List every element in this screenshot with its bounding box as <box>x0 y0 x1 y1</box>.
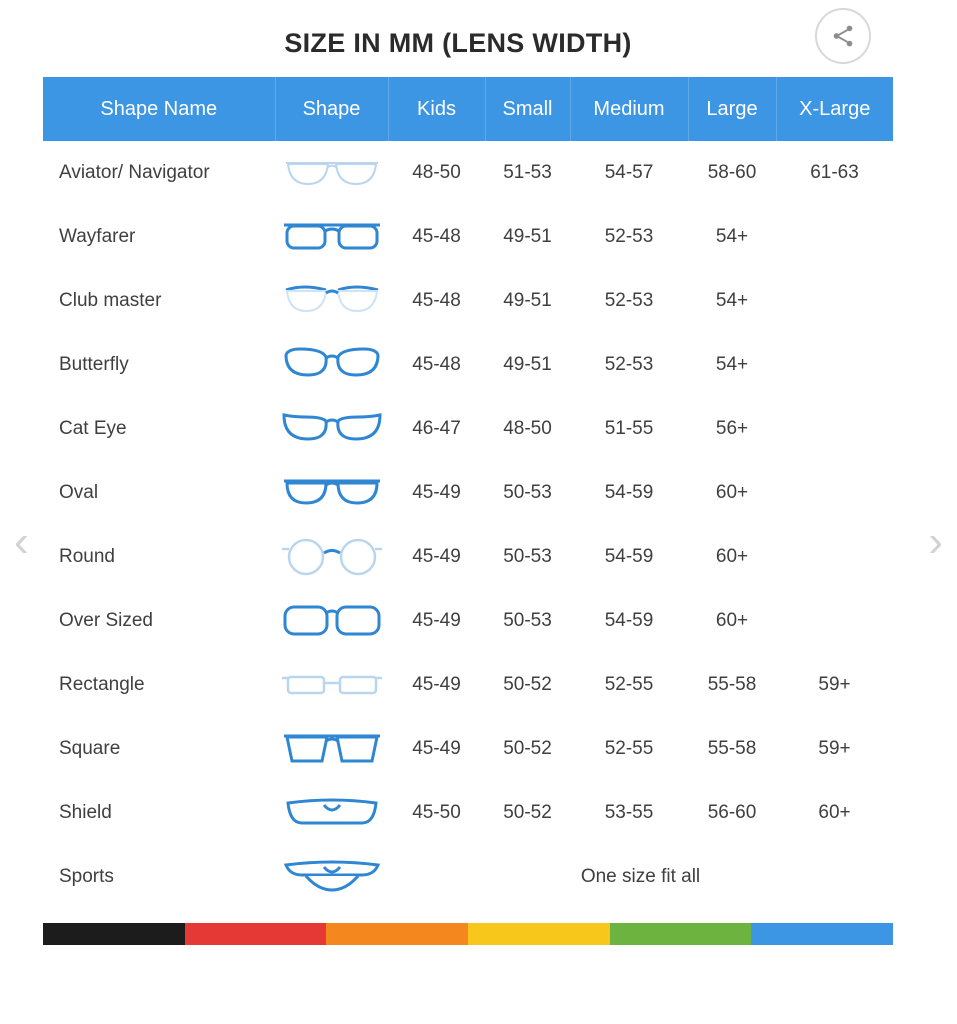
size-medium: 54-59 <box>570 525 688 589</box>
size-small: 49-51 <box>485 333 570 397</box>
size-kids: 45-49 <box>388 717 485 781</box>
share-button[interactable] <box>815 8 871 64</box>
shape-name: Square <box>43 717 275 781</box>
shape-name: Over Sized <box>43 589 275 653</box>
table-row <box>43 589 893 653</box>
size-xlarge <box>776 525 893 589</box>
shape-icon-sports <box>275 845 388 909</box>
size-kids: 46-47 <box>388 397 485 461</box>
size-medium: 52-53 <box>570 205 688 269</box>
size-kids: 45-49 <box>388 525 485 589</box>
size-medium: 54-59 <box>570 461 688 525</box>
shape-name: Butterfly <box>43 333 275 397</box>
size-kids: 45-48 <box>388 205 485 269</box>
size-small: 50-53 <box>485 525 570 589</box>
shape-icon-butterfly <box>275 333 388 397</box>
shape-name: Cat Eye <box>43 397 275 461</box>
table-row <box>43 269 893 333</box>
table-row <box>43 141 893 205</box>
color-swatch-green <box>610 923 752 945</box>
size-large: 56-60 <box>688 781 776 845</box>
share-icon <box>830 23 856 49</box>
shape-icon-rectangle <box>275 653 388 717</box>
size-medium: 53-55 <box>570 781 688 845</box>
size-large: 55-58 <box>688 653 776 717</box>
size-medium: 52-53 <box>570 269 688 333</box>
page-title: SIZE IN MM (LENS WIDTH) <box>284 28 632 58</box>
size-small: 50-53 <box>485 461 570 525</box>
size-chart-table <box>43 77 893 909</box>
table-row <box>43 525 893 589</box>
table-row <box>43 781 893 845</box>
shape-icon-oversized <box>275 589 388 653</box>
table-header <box>43 77 893 141</box>
color-swatch-blue <box>751 923 893 945</box>
size-xlarge: 59+ <box>776 717 893 781</box>
size-kids: 48-50 <box>388 141 485 205</box>
table-row <box>43 461 893 525</box>
table-row <box>43 397 893 461</box>
shape-name: Shield <box>43 781 275 845</box>
size-xlarge <box>776 589 893 653</box>
one-size-text: One size fit all <box>388 845 893 909</box>
size-large: 54+ <box>688 205 776 269</box>
size-xlarge <box>776 269 893 333</box>
shape-name: Rectangle <box>43 653 275 717</box>
size-large: 54+ <box>688 269 776 333</box>
size-xlarge <box>776 205 893 269</box>
size-small: 50-52 <box>485 653 570 717</box>
column-header-small: Small <box>485 77 570 141</box>
shape-icon-wayfarer <box>275 205 388 269</box>
size-small: 49-51 <box>485 205 570 269</box>
size-medium: 54-59 <box>570 589 688 653</box>
next-arrow[interactable]: › <box>928 517 943 566</box>
size-large: 60+ <box>688 525 776 589</box>
size-large: 60+ <box>688 461 776 525</box>
shape-name: Club master <box>43 269 275 333</box>
size-large: 60+ <box>688 589 776 653</box>
shape-name: Sports <box>43 845 275 909</box>
size-small: 51-53 <box>485 141 570 205</box>
column-header-shape-name: Shape Name <box>43 77 275 141</box>
prev-arrow[interactable]: ‹ <box>14 517 29 566</box>
table-row <box>43 653 893 717</box>
table-row <box>43 845 893 909</box>
size-xlarge: 61-63 <box>776 141 893 205</box>
column-header-large: Large <box>688 77 776 141</box>
size-large: 56+ <box>688 397 776 461</box>
table-row <box>43 333 893 397</box>
shape-name: Round <box>43 525 275 589</box>
size-small: 50-53 <box>485 589 570 653</box>
size-kids: 45-49 <box>388 461 485 525</box>
table-row <box>43 205 893 269</box>
size-kids: 45-49 <box>388 589 485 653</box>
size-kids: 45-48 <box>388 333 485 397</box>
size-medium: 52-55 <box>570 717 688 781</box>
size-kids: 45-48 <box>388 269 485 333</box>
size-medium: 52-53 <box>570 333 688 397</box>
color-swatch-orange <box>326 923 468 945</box>
shape-icon-shield <box>275 781 388 845</box>
shape-icon-round <box>275 525 388 589</box>
shape-name: Aviator/ Navigator <box>43 141 275 205</box>
size-medium: 52-55 <box>570 653 688 717</box>
size-medium: 54-57 <box>570 141 688 205</box>
column-header-shape: Shape <box>275 77 388 141</box>
size-xlarge <box>776 461 893 525</box>
shape-icon-aviator <box>275 141 388 205</box>
shape-name: Wayfarer <box>43 205 275 269</box>
size-chart-card <box>43 0 893 945</box>
size-kids: 45-49 <box>388 653 485 717</box>
size-xlarge: 59+ <box>776 653 893 717</box>
shape-icon-oval <box>275 461 388 525</box>
column-header-medium: Medium <box>570 77 688 141</box>
color-swatch-black <box>43 923 185 945</box>
shape-icon-square <box>275 717 388 781</box>
size-medium: 51-55 <box>570 397 688 461</box>
table-body <box>43 141 893 909</box>
size-large: 55-58 <box>688 717 776 781</box>
size-small: 49-51 <box>485 269 570 333</box>
size-large: 54+ <box>688 333 776 397</box>
size-large: 58-60 <box>688 141 776 205</box>
column-header-kids: Kids <box>388 77 485 141</box>
size-xlarge <box>776 397 893 461</box>
size-xlarge <box>776 333 893 397</box>
size-small: 50-52 <box>485 717 570 781</box>
color-bar <box>43 923 893 945</box>
size-small: 48-50 <box>485 397 570 461</box>
color-swatch-red <box>185 923 327 945</box>
size-xlarge: 60+ <box>776 781 893 845</box>
shape-icon-cateye <box>275 397 388 461</box>
table-row <box>43 717 893 781</box>
size-kids: 45-50 <box>388 781 485 845</box>
color-swatch-yellow <box>468 923 610 945</box>
shape-icon-clubmaster <box>275 269 388 333</box>
column-header-xlarge: X-Large <box>776 77 893 141</box>
shape-name: Oval <box>43 461 275 525</box>
size-small: 50-52 <box>485 781 570 845</box>
